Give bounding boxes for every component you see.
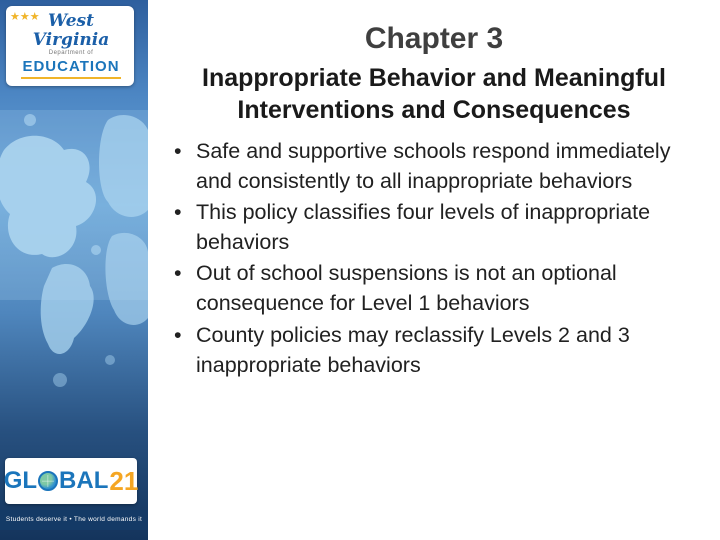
- bullet-item: • Safe and supportive schools respond immediately and consistently to all inappropriate behaviors: [170, 136, 698, 196]
- slide-title: Chapter 3: [364, 22, 504, 55]
- star-icon: ★★★: [10, 11, 40, 23]
- wv-logo-script-text: West Virginia: [32, 11, 110, 50]
- wv-logo-underline: [21, 77, 120, 79]
- slide-subtitle: Inappropriate Behavior and Meaningful Interventions and Consequences: [202, 64, 666, 124]
- wv-logo-wordmark: EDUCATION: [22, 58, 120, 75]
- wv-logo-dept-text: Department of: [48, 50, 94, 56]
- global21-text-left: GL: [3, 467, 38, 494]
- slide-content: [148, 0, 720, 540]
- global21-tagline: Students deserve it • The world demands it: [0, 510, 148, 530]
- bullet-item: • County policies may reclassify Levels 2 and 3 inappropriate behaviors: [170, 320, 698, 380]
- bullet-item: • This policy classifies four levels of inappropriate behaviors: [170, 197, 698, 257]
- global21-logo: [5, 458, 137, 504]
- sidebar-graphic-panel: [0, 0, 148, 540]
- wv-education-logo: [6, 6, 134, 86]
- globe-icon: [38, 471, 58, 491]
- bullet-item: • Out of school suspensions is not an optional consequence for Level 1 behaviors: [170, 258, 698, 318]
- global21-number: 21: [109, 465, 139, 496]
- global21-wordmark: [4, 466, 139, 497]
- global21-text-right: BAL: [59, 467, 109, 494]
- bullet-list: [166, 136, 702, 380]
